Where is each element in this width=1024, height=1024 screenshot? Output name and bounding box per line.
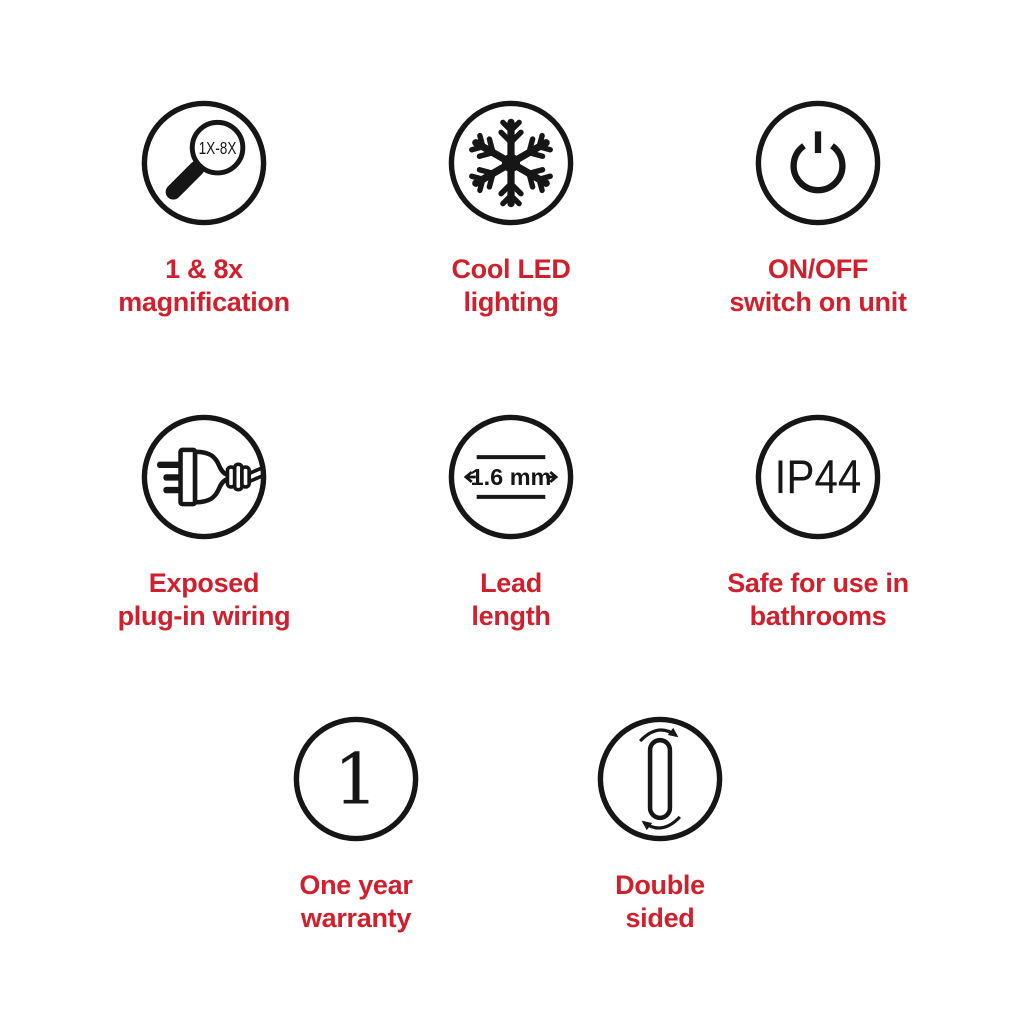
caption-cool-led	[451, 253, 570, 319]
caption-line: Double	[615, 870, 705, 900]
caption-line: bathrooms	[749, 601, 887, 631]
caption-on-off	[729, 253, 906, 319]
caption-line: switch on unit	[729, 287, 907, 317]
caption-line: Lead	[480, 568, 542, 598]
feature-warranty	[216, 714, 496, 935]
number-one-icon	[291, 714, 421, 844]
caption-warranty	[299, 869, 412, 935]
feature-lead-length	[371, 412, 651, 633]
power-icon	[753, 98, 883, 228]
magnifier-range-label: 1X-8X	[198, 137, 237, 158]
caption-line: Cool LED	[451, 254, 571, 284]
caption-line: magnification	[118, 287, 290, 317]
caption-line: 1 & 8x	[165, 254, 243, 284]
feature-on-off	[678, 98, 958, 319]
caption-line: lighting	[463, 287, 559, 317]
caption-plug-in-wiring	[118, 567, 291, 633]
caption-double-sided	[615, 869, 705, 935]
caption-magnification	[118, 253, 290, 319]
caption-ip44	[727, 567, 909, 633]
plug-icon	[139, 412, 269, 542]
caption-line: plug-in wiring	[117, 601, 291, 631]
feature-double-sided	[520, 714, 800, 935]
double-sided-icon	[595, 714, 725, 844]
ip44-label: IP44	[774, 451, 862, 504]
caption-lead-length	[471, 567, 550, 633]
caption-line: sided	[625, 903, 695, 933]
feature-magnification	[64, 98, 344, 319]
snowflake-icon	[446, 98, 576, 228]
lead-length-icon	[446, 412, 576, 542]
feature-cool-led	[371, 98, 651, 319]
ip44-badge-icon	[753, 412, 883, 542]
caption-line: Safe for use in	[727, 568, 909, 598]
caption-line: One year	[299, 870, 413, 900]
magnifier-icon	[139, 98, 269, 228]
caption-line: Exposed	[148, 568, 260, 598]
caption-line: ON/OFF	[767, 254, 869, 284]
warranty-years-label: 1	[333, 738, 379, 821]
feature-plug-in-wiring	[64, 412, 344, 633]
feature-ip44	[678, 412, 958, 633]
caption-line: warranty	[300, 903, 412, 933]
lead-length-value-label: 1.6 mm	[470, 464, 552, 491]
caption-line: length	[471, 601, 551, 631]
